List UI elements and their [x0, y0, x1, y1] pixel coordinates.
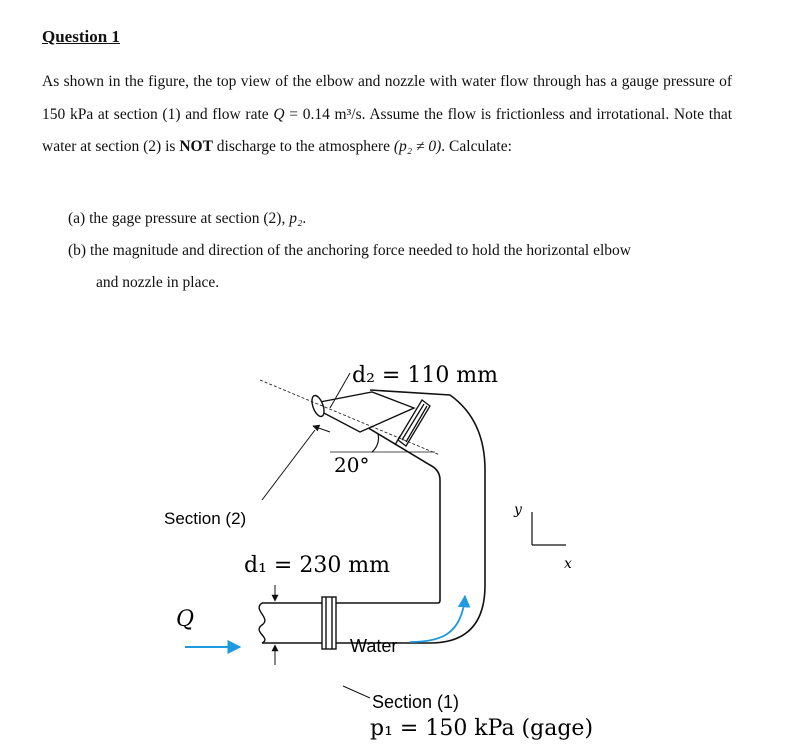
item-label: (b)	[68, 242, 87, 259]
question-heading: Question 1	[42, 27, 120, 46]
axis-x-label: x	[564, 556, 572, 572]
p1-label: p₁ = 150 kPa (gage)	[370, 716, 594, 741]
q-label: Q	[176, 607, 195, 632]
pipe-inlet-cut	[259, 603, 265, 643]
item-text: the gage pressure at section (2),	[89, 210, 290, 227]
problem-text-3: discharge to the atmosphere	[212, 138, 394, 155]
item-text-continued: and nozzle in place.	[96, 274, 220, 291]
nozzle	[310, 392, 414, 432]
section2-label: Section (2)	[164, 509, 247, 528]
item-math: p₂	[289, 210, 303, 227]
problem-text-2: . Assume the flow is frictionless and irrotational. Note that water at section (2) is	[42, 105, 732, 155]
water-label: Water	[350, 636, 398, 656]
elbow-pipe	[262, 390, 485, 643]
angle-arc	[372, 434, 378, 452]
item-end: .	[302, 210, 307, 227]
item-text: the magnitude and direction of the anchoring force needed to hold the horizontal elbow	[89, 242, 631, 259]
section1-label: Section (1)	[372, 692, 460, 712]
not-emphasis: NOT	[179, 138, 213, 155]
p2-condition: (p₂ ≠ 0)	[393, 138, 442, 155]
d2-arrow	[313, 426, 330, 432]
item-label: (a)	[68, 210, 86, 227]
problem-text-1: As shown in the figure, the top view of the elbow and nozzle with water flow through has a gauge pressure of 150 kPa at section (1) and flow rate	[42, 73, 732, 123]
angle-label: 20°	[334, 453, 370, 477]
problem-text-4: . Calculate:	[441, 138, 512, 155]
d2-label: d₂ = 110 mm	[352, 363, 499, 388]
flow-value: = 0.14 m³/s	[284, 105, 362, 123]
d1-label: d₁ = 230 mm	[244, 553, 391, 578]
section1-leader	[343, 686, 370, 698]
section2-leader	[262, 430, 315, 500]
axis-y-label: y	[514, 502, 522, 518]
flange-section-1	[322, 597, 336, 649]
coordinate-axes	[532, 512, 566, 545]
flow-symbol: Q	[273, 105, 285, 123]
